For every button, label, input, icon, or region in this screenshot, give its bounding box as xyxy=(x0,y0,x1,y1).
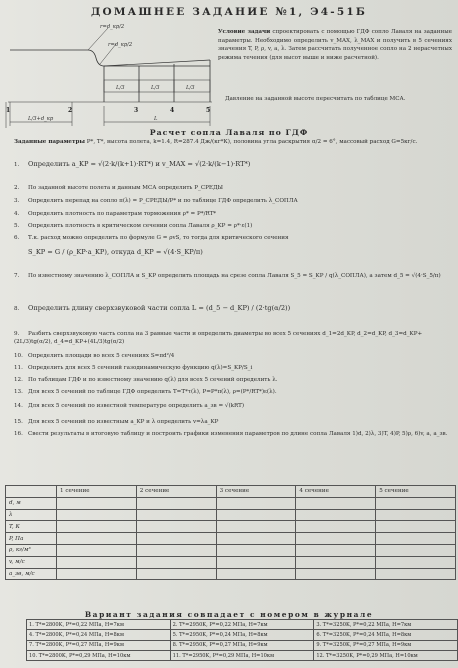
step-3: 3. Определить перепад на сопло π(λ) = P_СРЕДЫ/P* и по таблице ГДФ определить λ_СОПЛА xyxy=(14,198,298,204)
table-row xyxy=(6,568,456,580)
section-label-3: L/3 xyxy=(186,85,195,91)
variants-table xyxy=(26,619,458,661)
left-length-label: L/3+d_кр xyxy=(28,116,54,122)
step-1: 1. Определить a_KP = √(2·k/(k+1)·RT*) и v_MAX = √(2·k/(k−1)·RT*) xyxy=(14,160,251,168)
params-block xyxy=(14,138,454,147)
section-label-2: L/3 xyxy=(151,85,160,91)
section-number-1: 1 xyxy=(6,107,11,114)
results-header-cell: 2 сечение xyxy=(136,486,216,498)
row-label: ρ, кг/м³ xyxy=(6,544,57,556)
table-row xyxy=(6,544,456,556)
table-row xyxy=(6,556,456,568)
section-number-2: 2 xyxy=(68,107,73,114)
params-text: P*, T*, высота полета, k=1.4, R=287.4 Дж/(кг*К), половина угла раскрытия α/2 = 6°, массовый расход G=5кг/с. xyxy=(84,139,418,145)
radius-label-bottom: r=d_кр/2 xyxy=(108,42,133,48)
variants-title: Вариант задания совпадает с номером в журнале xyxy=(84,610,374,619)
nozzle-upper-contour xyxy=(10,50,210,66)
step-16: 16. Свести результаты в итоговую таблицу и построить графики изменения параметров по длине сопла Лаваля 1)d, 2)λ, 3)T, 4)P, 5)ρ, 6)v, a, a_зв. xyxy=(14,431,448,437)
step-11: 11. Определить для всех 5 сечений газодинамическую функцию q(λ)=S_KP/S_i xyxy=(14,365,253,371)
row-label: λ xyxy=(6,509,57,521)
results-header-cell xyxy=(6,486,57,498)
table-row xyxy=(6,533,456,545)
step-4: 4. Определить плотность по параметрам торможения ρ* = P*/RT* xyxy=(14,211,217,217)
step-14: 14. Для всех 5 сечений по известной температуре определить a_зв = √(kRT) xyxy=(14,403,245,409)
task-note: Давление на заданной высоте пересчитать по таблице МСА. xyxy=(225,96,406,102)
task-statement xyxy=(218,28,452,62)
step-15: 15. Для всех 5 сечений по известным a_KP и λ определить v=λa_KP xyxy=(14,419,219,425)
variant-cell: 10. T*=2800K, P*=0,29 МПа, H=10км xyxy=(27,650,171,660)
table-row xyxy=(6,509,456,521)
step-9: 9. Разбить сверхзвуковую часть сопла на 3 равные части и определить диаметры во всех 5 сечениях d_1=2d_KP, d_2=d_KP, d_3=d_KP+(2L/3)tg(α/2), d_4=d_KP+(4L/3)tg(α/2) xyxy=(14,331,423,345)
row-label: a_зв, м/с xyxy=(6,568,57,580)
table-row xyxy=(27,650,458,660)
table-row xyxy=(27,640,458,650)
variant-cell: 7. T*=2800K, P*=0,27 МПа, H=9км xyxy=(27,640,171,650)
calc-title: Расчет сопла Лаваля по ГДФ xyxy=(149,128,309,137)
step-7: 7. По известному значению λ_СОПЛА и S_KP определить площадь на срезе сопла Лаваля S_5 = S_KP / q(λ_СОПЛА), а затем d_5 = √(4·S_5/π) xyxy=(14,273,441,279)
results-header-cell: 1 сечение xyxy=(57,486,137,498)
variant-cell: 8. T*=2950K, P*=0,27 МПа, H=9км xyxy=(170,640,314,650)
section-number-5: 5 xyxy=(206,107,211,114)
section-label-1: L/3 xyxy=(116,85,125,91)
results-header-row xyxy=(6,486,456,498)
variant-cell: 12. T*=3250K, P*=0,29 МПа, H=10км xyxy=(314,650,458,660)
task-head: Условие задачи xyxy=(218,29,271,35)
params-head: Заданные параметры xyxy=(14,139,85,145)
variant-cell: 4. T*=2800K, P*=0,24 МПа, H=8км xyxy=(27,630,171,640)
variant-cell: 1. T*=2800K, P*=0,22 МПа, H=7км xyxy=(27,620,171,630)
step-12: 12. По таблицам ГДФ и по известному значению q(λ) для всех 5 сечений определить λ. xyxy=(14,377,278,383)
variant-cell: 2. T*=2950K, P*=0,22 МПа, H=7км xyxy=(170,620,314,630)
length-label: L xyxy=(154,116,158,122)
section-number-4: 4 xyxy=(170,107,175,114)
table-row xyxy=(6,497,456,509)
results-table xyxy=(5,485,456,580)
step-6-formula: S_KP = G / (ρ_KP·a_KP), откуда d_KP = √(4·S_KP/π) xyxy=(28,248,203,256)
variant-cell: 5. T*=2950K, P*=0,24 МПа, H=8км xyxy=(170,630,314,640)
variant-cell: 3. T*=3250K, P*=0,22 МПа, H=7км xyxy=(314,620,458,630)
results-header-cell: 5 сечение xyxy=(376,486,456,498)
table-row xyxy=(27,630,458,640)
step-8: 8. Определить длину сверхзвуковой части сопла L = (d_5 − d_KP) / (2·tg(α/2)) xyxy=(14,304,291,312)
row-label: P, Па xyxy=(6,533,57,545)
table-row xyxy=(6,521,456,533)
variant-cell: 9. T*=3250K, P*=0,27 МПа, H=9км xyxy=(314,640,458,650)
results-header-cell: 3 сечение xyxy=(216,486,296,498)
step-10: 10. Определить площади во всех 5 сечениях S=πd²/4 xyxy=(14,353,175,359)
row-label: d, м xyxy=(6,497,57,509)
page-title: ДОМАШНЕЕ ЗАДАНИЕ №1, Э4-51Б xyxy=(90,6,368,18)
task-text: спроектировать с помощью ГДФ сопло Лаваля на заданные параметры. Необходимо определить v_MAX, λ_MAX и получить в 5 сечениях значения T, P, ρ, v, a, λ. Затем рассчитать полученное сопло на 2 нерасчетных режима течения (для высот выше и ниже расчетной). xyxy=(218,29,452,61)
radius-label-top: r=d_кр/2 xyxy=(100,24,125,30)
variant-cell: 11. T*=2950K, P*=0,29 МПа, H=10км xyxy=(170,650,314,660)
table-row xyxy=(27,620,458,630)
row-label: T, К xyxy=(6,521,57,533)
results-header-cell: 4 сечение xyxy=(296,486,376,498)
variant-cell: 6. T*=3250K, P*=0,24 МПа, H=8км xyxy=(314,630,458,640)
step-13: 13. Для всех 5 сечений по таблице ГДФ определить T=T*τ(λ), P=P*π(λ), ρ=(P*/RT*)ε(λ). xyxy=(14,389,277,395)
step-5: 5. Определить плотность в критическом сечении сопла Лаваля ρ_KP = ρ*·ε(1) xyxy=(14,223,253,229)
step-2: 2. По заданной высоте полета и данным МСА определить P_СРЕДЫ xyxy=(14,185,223,191)
step-6: 6. Т.к. расход можно определить по формуле G = ρvS, то тогда для критического сечения xyxy=(14,235,289,241)
section-number-3: 3 xyxy=(134,107,139,114)
row-label: v, м/с xyxy=(6,556,57,568)
